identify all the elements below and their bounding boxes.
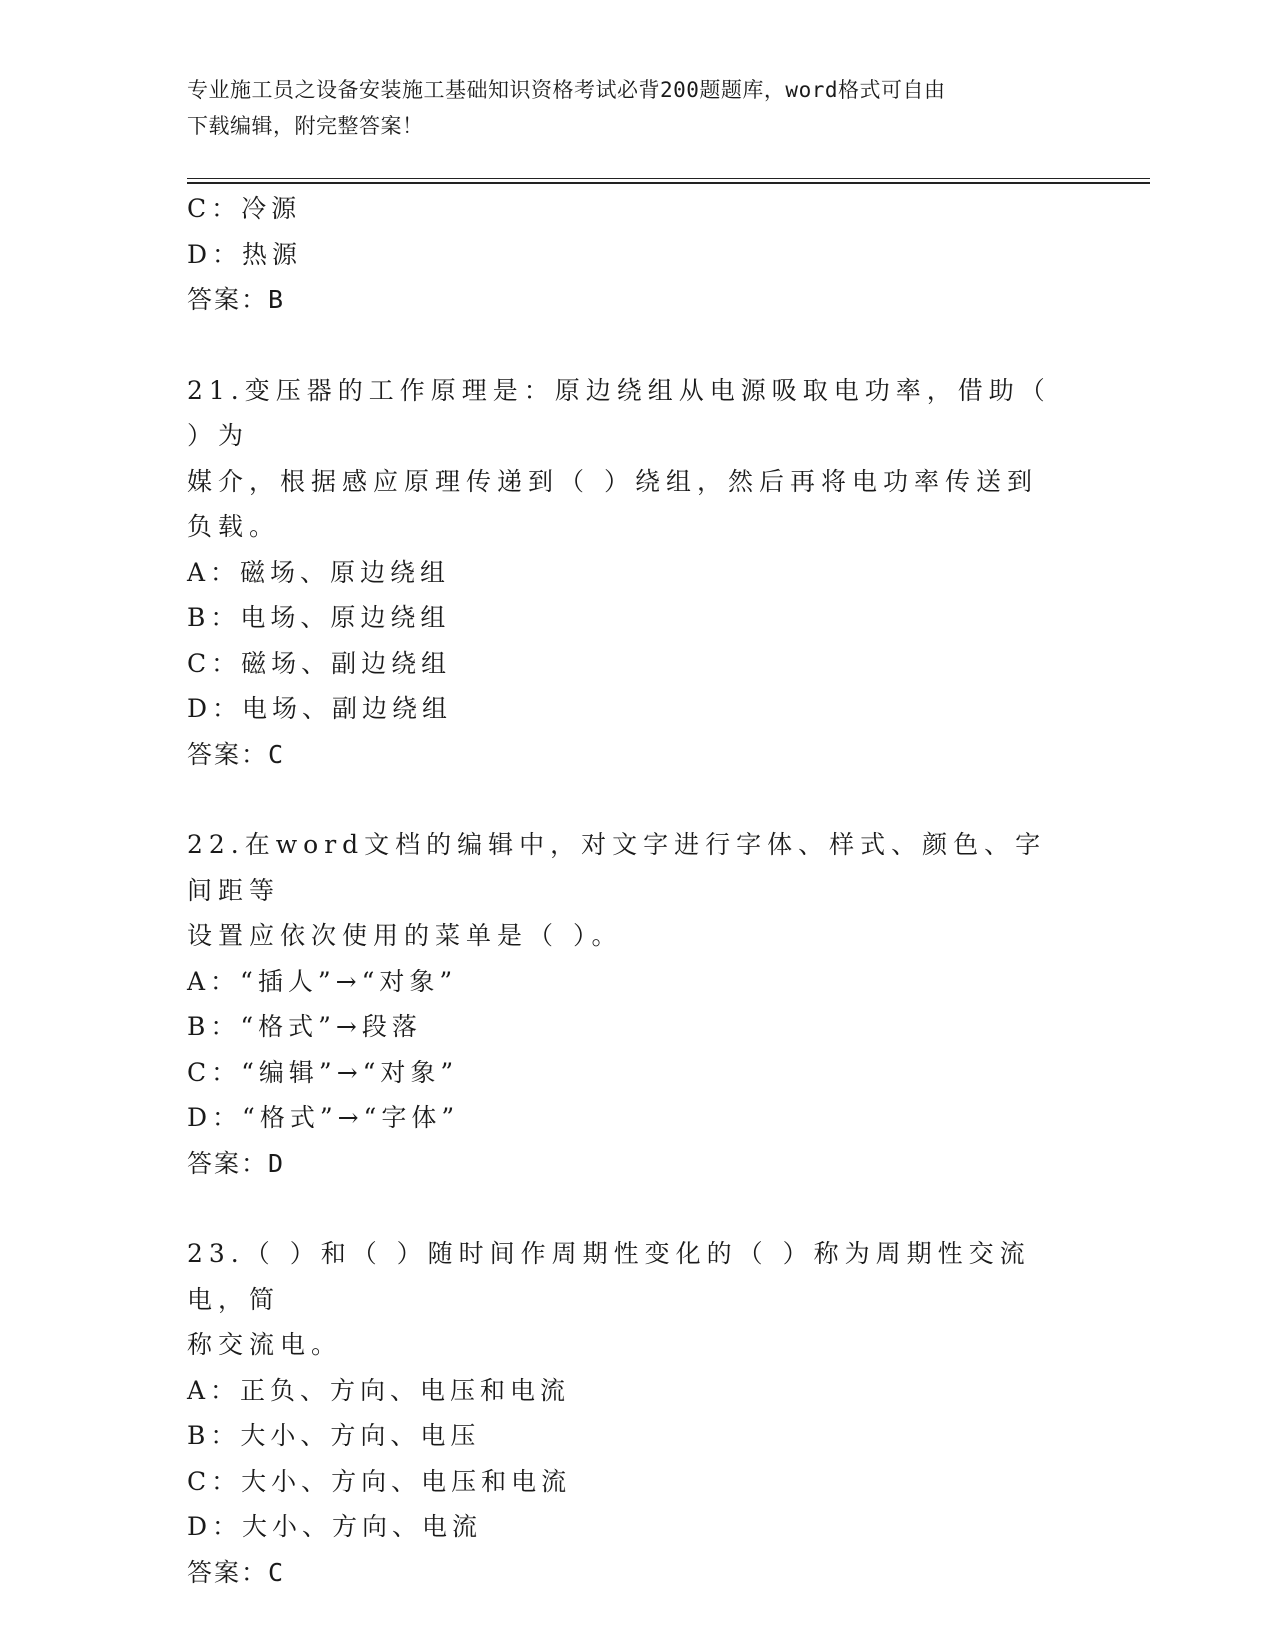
header-divider-thick bbox=[187, 182, 1150, 184]
spacer bbox=[187, 777, 1067, 822]
option-a: A：“插人”→“对象” bbox=[187, 966, 458, 996]
question-block-21 bbox=[187, 368, 1067, 778]
question-stem-line: 称交流电。 bbox=[187, 1330, 343, 1359]
document-header bbox=[187, 72, 1067, 144]
question-stem-line: 媒介，根据感应原理传递到（ ）绕组，然后再将电功率传送到负载。 bbox=[187, 466, 1038, 541]
question-stem-line: 设置应依次使用的菜单是（ ）。 bbox=[187, 921, 623, 950]
option-b: B：电场、原边绕组 bbox=[187, 603, 451, 632]
option-d: D：热源 bbox=[187, 239, 303, 269]
option-c: C：磁场、副边绕组 bbox=[187, 648, 452, 678]
option-a: A：磁场、原边绕组 bbox=[187, 557, 451, 587]
question-stem-line: 23.（ ）和（ ）随时间作周期性变化的（ ）称为周期性交流电，简 bbox=[187, 1239, 1031, 1314]
option-a: A：正负、方向、电压和电流 bbox=[187, 1375, 571, 1405]
question-list bbox=[187, 186, 1067, 1595]
question-block-22 bbox=[187, 822, 1067, 1186]
spacer bbox=[187, 1186, 1067, 1231]
answer-line: 答案：C bbox=[187, 739, 286, 769]
spacer bbox=[187, 323, 1067, 368]
option-c: C：“编辑”→“对象” bbox=[187, 1057, 459, 1087]
question-block-prev bbox=[187, 186, 1067, 323]
header-title-line-2: 下载编辑，附完整答案！ bbox=[187, 114, 424, 138]
answer-line: 答案：D bbox=[187, 1148, 286, 1178]
question-block-23 bbox=[187, 1231, 1067, 1595]
option-b: B：“格式”→段落 bbox=[187, 1012, 422, 1041]
option-c: C：冷源 bbox=[187, 194, 302, 223]
option-d: D：电场、副边绕组 bbox=[187, 694, 453, 723]
option-c: C：大小、方向、电压和电流 bbox=[187, 1466, 572, 1496]
header-divider-thin bbox=[187, 178, 1150, 179]
answer-line: 答案：C bbox=[187, 1557, 286, 1587]
header-title-line-1: 专业施工员之设备安装施工基础知识资格考试必背200题题库，word格式可自由 bbox=[187, 78, 946, 102]
question-stem-line: 21.变压器的工作原理是：原边绕组从电源吸取电功率，借助（ ）为 bbox=[187, 375, 1051, 450]
answer-line: 答案：B bbox=[187, 285, 286, 314]
option-b: B：大小、方向、电压 bbox=[187, 1421, 481, 1450]
option-d: D：“格式”→“字体” bbox=[187, 1103, 460, 1132]
option-d: D：大小、方向、电流 bbox=[187, 1512, 483, 1541]
question-stem-line: 22.在word文档的编辑中，对文字进行字体、样式、颜色、字间距等 bbox=[187, 830, 1047, 905]
